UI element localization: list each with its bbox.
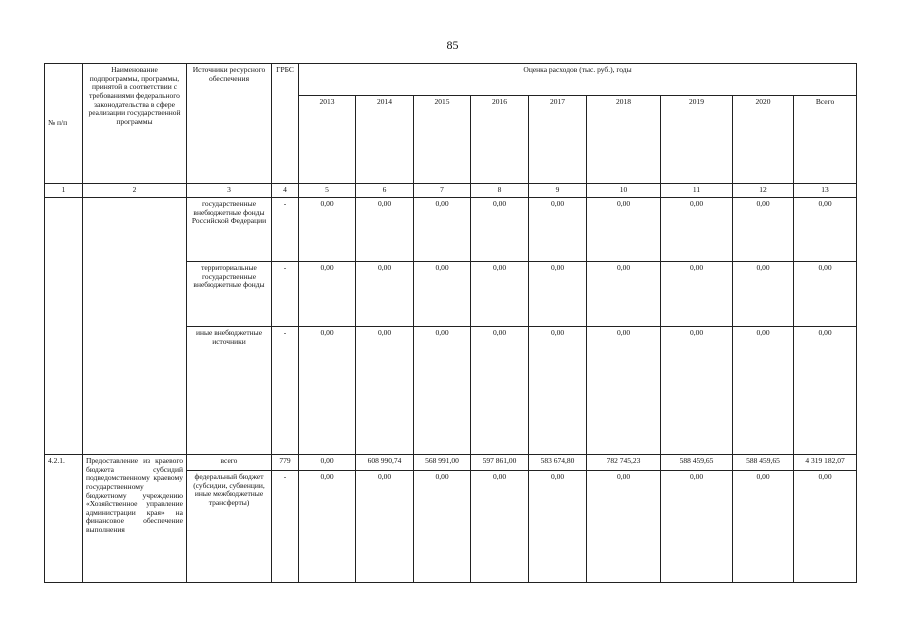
- column-number: 10: [587, 184, 661, 198]
- column-number-row: [45, 184, 857, 198]
- table-row: [45, 455, 857, 471]
- row-value: 0,00: [587, 198, 661, 262]
- row-value: 0,00: [661, 327, 733, 455]
- row-value: 583 674,80: [529, 455, 587, 471]
- row-value: 0,00: [356, 198, 414, 262]
- header-source: Источники ресурсного обеспечения: [187, 64, 272, 184]
- row-source: государственные внебюджетные фонды Российской Федерации: [187, 198, 272, 262]
- row-value: 0,00: [356, 471, 414, 583]
- column-number: 8: [471, 184, 529, 198]
- row-value: 0,00: [299, 198, 356, 262]
- row-grbs: 779: [272, 455, 299, 471]
- table-header-row: [45, 64, 857, 96]
- row-grbs: -: [272, 471, 299, 583]
- row-value: 0,00: [733, 471, 794, 583]
- row-value: 0,00: [356, 327, 414, 455]
- header-year: 2020: [733, 96, 794, 184]
- header-cost: Оценка расходов (тыс. руб.), годы: [299, 64, 857, 96]
- column-number: 9: [529, 184, 587, 198]
- header-year: 2014: [356, 96, 414, 184]
- row-value: 0,00: [587, 262, 661, 327]
- row-value: 0,00: [587, 471, 661, 583]
- row-value: 0,00: [661, 471, 733, 583]
- header-num: № п/п: [45, 64, 83, 184]
- row-source: иные внебюджетные источники: [187, 327, 272, 455]
- column-number: 3: [187, 184, 272, 198]
- row-grbs: -: [272, 262, 299, 327]
- row-grbs: -: [272, 327, 299, 455]
- column-number: 4: [272, 184, 299, 198]
- row-value: 0,00: [794, 327, 857, 455]
- row-value: 0,00: [471, 471, 529, 583]
- column-number: 5: [299, 184, 356, 198]
- row-value: 782 745,23: [587, 455, 661, 471]
- row-value: 0,00: [414, 262, 471, 327]
- row-value: 608 990,74: [356, 455, 414, 471]
- row-value: 0,00: [299, 262, 356, 327]
- row-value: 0,00: [356, 262, 414, 327]
- column-number: 13: [794, 184, 857, 198]
- header-total: Всего: [794, 96, 857, 184]
- row-value: 0,00: [733, 262, 794, 327]
- header-grbs: ГРБС: [272, 64, 299, 184]
- column-number: 2: [83, 184, 187, 198]
- row-value: 0,00: [794, 471, 857, 583]
- header-name: Наименование подпрограммы, программы, принятой в соответствии с требованиями федерального законодательства в сфере реализации государственной программы: [83, 64, 187, 184]
- header-year: 2015: [414, 96, 471, 184]
- row-name: [83, 198, 187, 455]
- row-num: [45, 198, 83, 455]
- row-value: 0,00: [471, 327, 529, 455]
- row-value: 0,00: [529, 327, 587, 455]
- page-number: 85: [446, 38, 459, 52]
- row-value: 0,00: [529, 198, 587, 262]
- row-value: 0,00: [414, 198, 471, 262]
- row-value: 0,00: [414, 327, 471, 455]
- column-number: 1: [45, 184, 83, 198]
- row-value: 0,00: [471, 262, 529, 327]
- header-year: 2018: [587, 96, 661, 184]
- row-value: 588 459,65: [733, 455, 794, 471]
- row-value: 0,00: [471, 198, 529, 262]
- row-value: 0,00: [529, 262, 587, 327]
- row-value: 0,00: [414, 471, 471, 583]
- column-number: 6: [356, 184, 414, 198]
- row-grbs: -: [272, 198, 299, 262]
- row-value: 0,00: [529, 471, 587, 583]
- column-number: 7: [414, 184, 471, 198]
- row-value: 0,00: [733, 327, 794, 455]
- row-value: 4 319 182,07: [794, 455, 857, 471]
- row-value: 568 991,00: [414, 455, 471, 471]
- header-year: 2013: [299, 96, 356, 184]
- row-source: территориальные государственные внебюджетные фонды: [187, 262, 272, 327]
- header-year: 2017: [529, 96, 587, 184]
- row-value: 0,00: [794, 198, 857, 262]
- row-value: 0,00: [299, 455, 356, 471]
- row-source: федеральный бюджет (субсидии, субвенции, иные межбюджетные трансферты): [187, 471, 272, 583]
- row-value: 0,00: [733, 198, 794, 262]
- row-value: 0,00: [661, 198, 733, 262]
- budget-table: [44, 63, 857, 583]
- row-source: всего: [187, 455, 272, 471]
- row-value: 0,00: [794, 262, 857, 327]
- table-row: [45, 198, 857, 262]
- header-year: 2019: [661, 96, 733, 184]
- row-value: 0,00: [299, 327, 356, 455]
- column-number: 11: [661, 184, 733, 198]
- row-value: 0,00: [299, 471, 356, 583]
- row-name: Предоставление из краевого бюджета субсидий подведомственному краевому государственному бюджетному учреждению «Хозяйственное управление администрации края» на финансовое обеспечение выполнения: [83, 455, 187, 583]
- row-value: 0,00: [587, 327, 661, 455]
- row-value: 588 459,65: [661, 455, 733, 471]
- column-number: 12: [733, 184, 794, 198]
- row-num: 4.2.1.: [45, 455, 83, 583]
- row-value: 597 861,00: [471, 455, 529, 471]
- row-value: 0,00: [661, 262, 733, 327]
- header-year: 2016: [471, 96, 529, 184]
